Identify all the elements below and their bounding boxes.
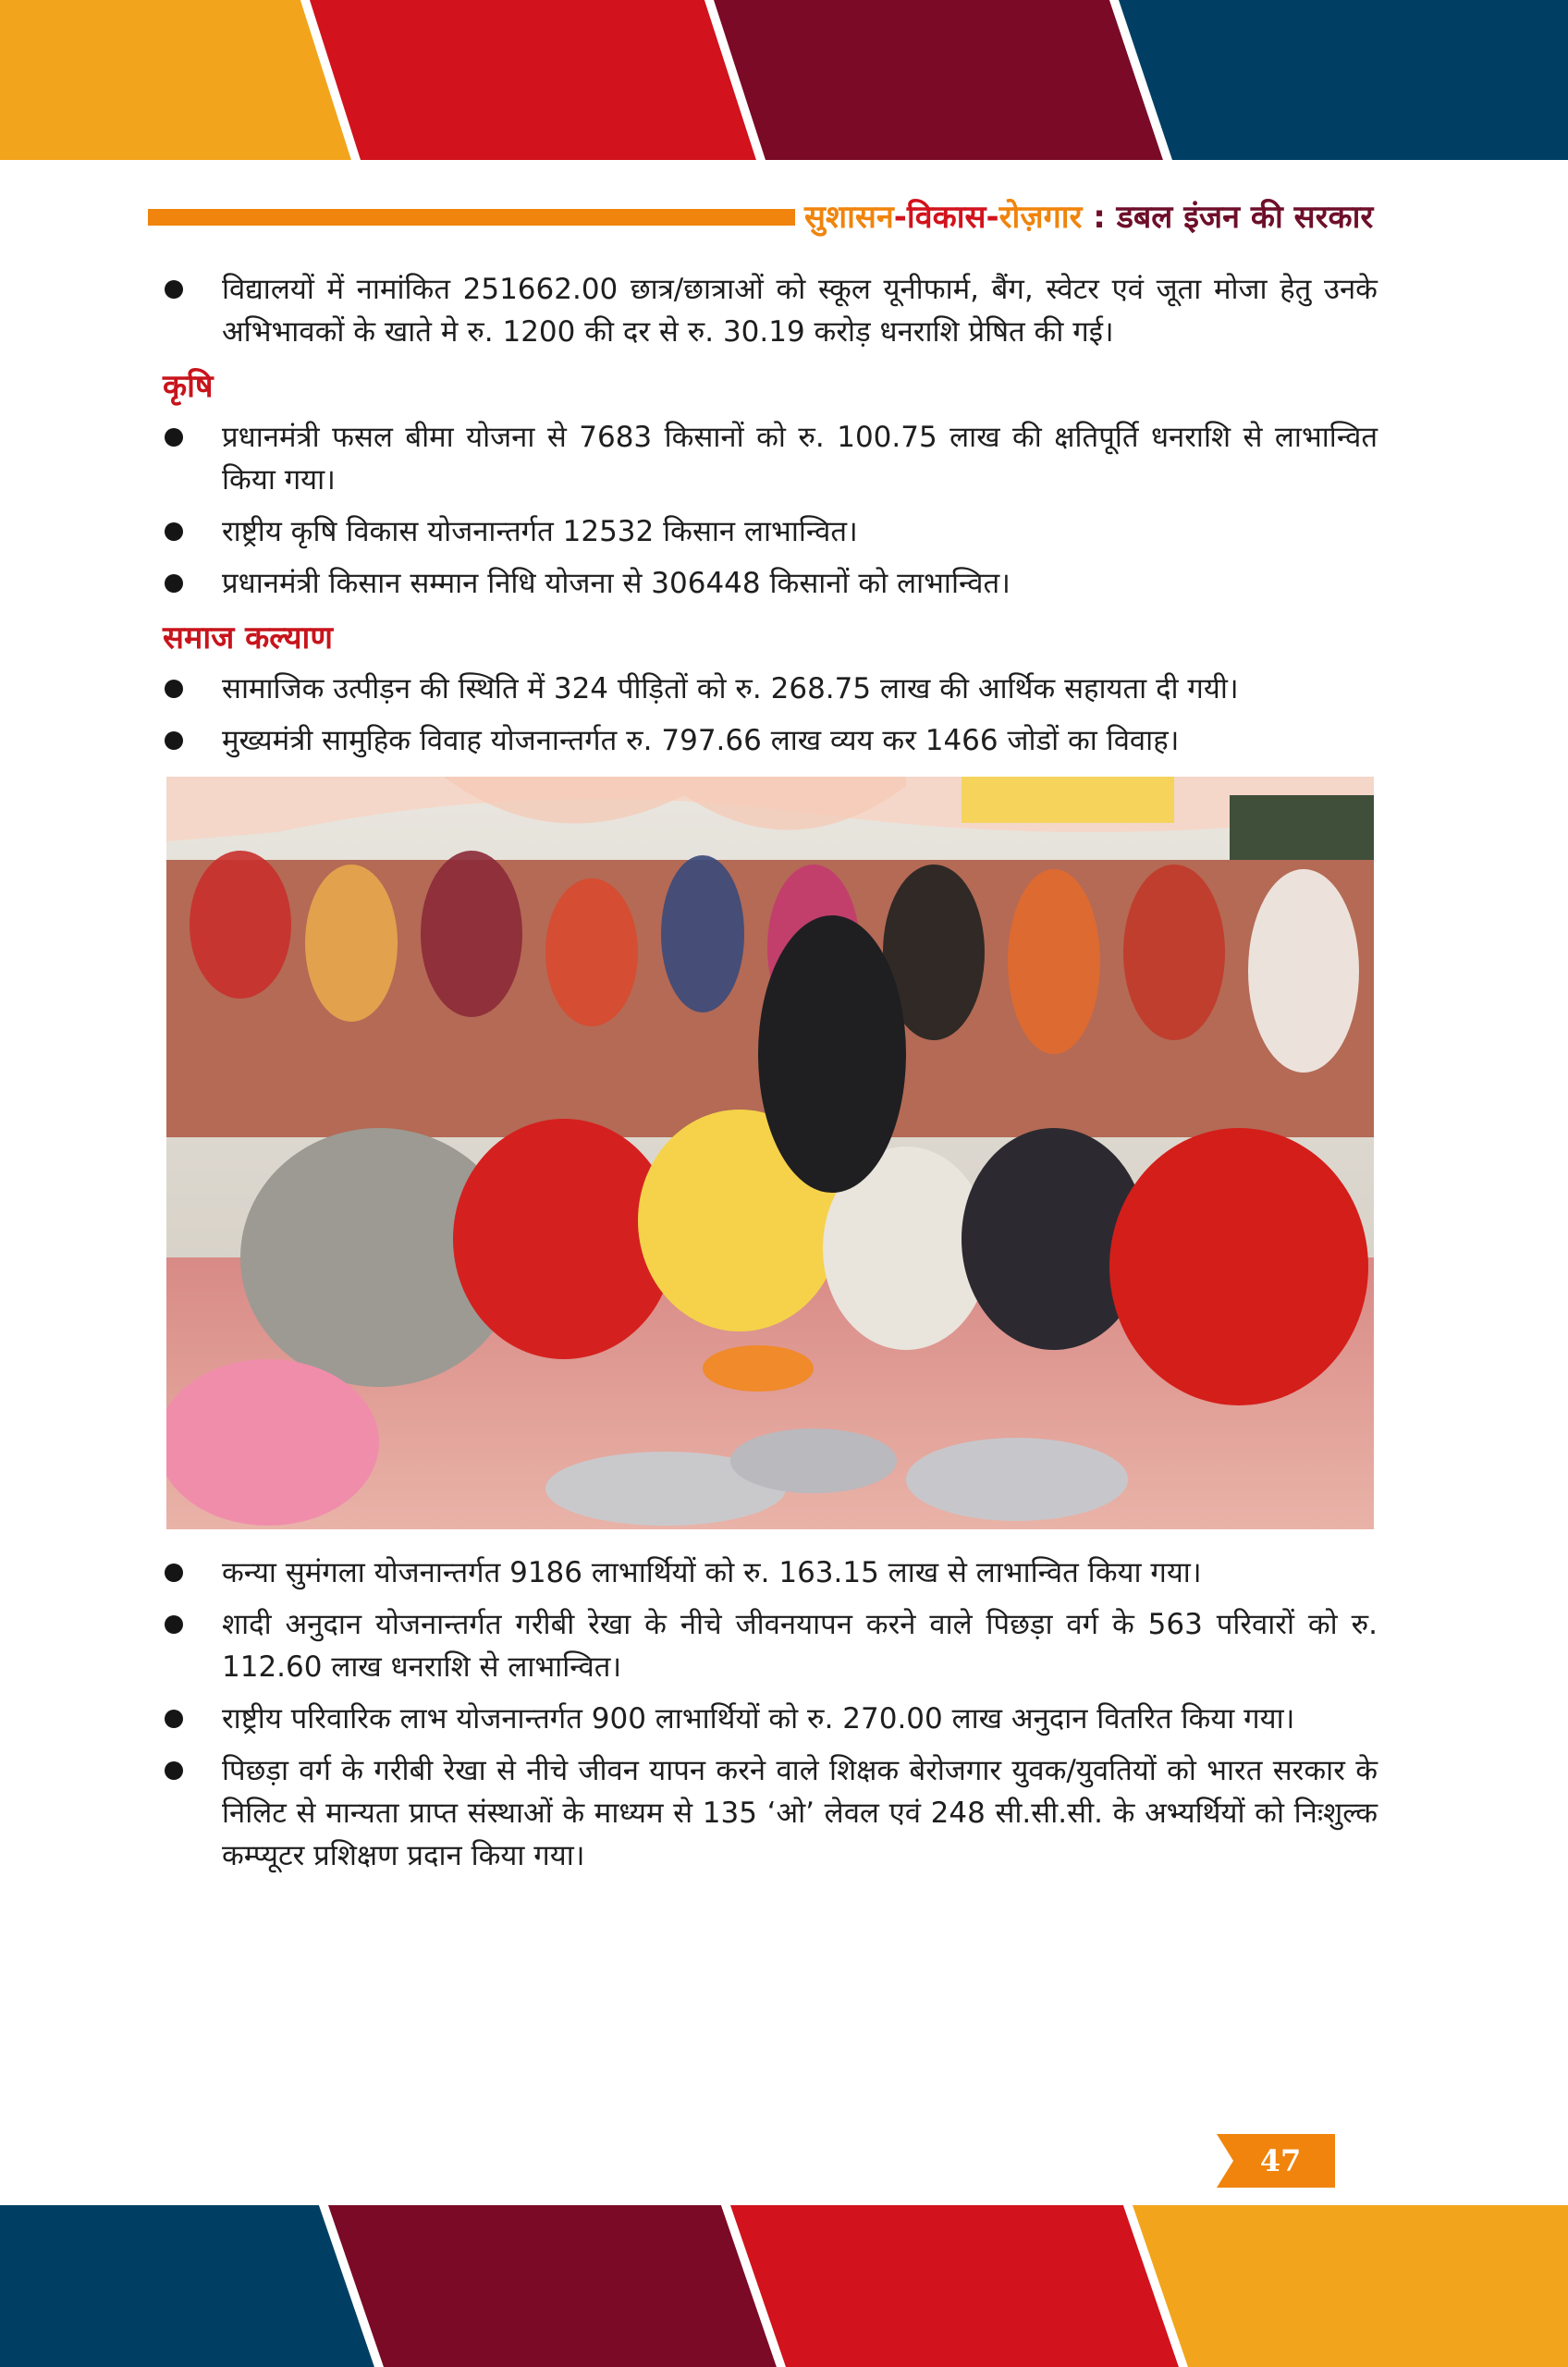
bullet-dot: [165, 680, 183, 698]
bullet-dot: [165, 1615, 183, 1634]
bullet-dot: [165, 1710, 183, 1728]
running-header: [804, 194, 1374, 240]
header-separator: -: [986, 199, 999, 236]
header-word-1: सुशासन: [804, 199, 894, 236]
list-item-text: मुख्यमंत्री सामुहिक विवाह योजनान्तर्गत रु. 797.66 लाख व्यय कर 1466 जोडों का विवाह।: [222, 724, 1180, 757]
bullet-dot: [165, 731, 183, 750]
bullet-dot: [165, 522, 183, 541]
header-rest: : डबल इंजन की सरकार: [1082, 199, 1374, 236]
list-item-text: राष्ट्रीय कृषि विकास योजनान्तर्गत 12532 किसान लाभान्वित।: [222, 515, 858, 548]
list-item: [163, 562, 1378, 605]
bullet-dot: [165, 428, 183, 447]
list-item: [163, 668, 1378, 710]
bullet-dot: [165, 1564, 183, 1582]
list-item-text: पिछड़ा वर्ग के गरीबी रेखा से नीचे जीवन यापन करने वाले शिक्षक बेरोजगार युवक/युवतियों को भारत सरकार के निलिट से मान्यता प्राप्त संस्थाओं के माध्यम से 135 ‘ओ’ लेवल एवं 248 सी.सी.सी. के अभ्यर्थियों को निःशुल्क कम्प्यूटर प्रशिक्षण प्रदान किया गया।: [222, 1754, 1378, 1872]
bullet-dot: [165, 1761, 183, 1780]
list-item-text: शादी अनुदान योजनान्तर्गत गरीबी रेखा के नीचे जीवनयापन करने वाले पिछड़ा वर्ग के 563 परिवारों को रु. 112.60 लाख धनराशि से लाभान्वित।: [222, 1608, 1378, 1684]
list-item-text: विद्यालयों में नामांकित 251662.00 छात्र/छात्राओं को स्कूल यूनीफार्म, बैंग, स्वेटर एवं जूता मोजा हेतु उनके अभिभावकों के खाते मे रु. 1200 की दर से रु. 30.19 करोड़ धनराशि प्रेषित की गई।: [222, 273, 1378, 349]
list-item-text: सामाजिक उत्पीड़न की स्थिति में 324 पीड़ितों को रु. 268.75 लाख की आर्थिक सहायता दी गयी।: [222, 672, 1239, 705]
header-word-3: रोज़गार: [998, 199, 1083, 236]
section-heading-social-welfare: समाज कल्याण: [163, 619, 333, 656]
intro-bullet-list: [163, 268, 1378, 353]
top-color-band: [0, 0, 1568, 160]
bullet-dot: [165, 280, 183, 299]
list-item-text: प्रधानमंत्री फसल बीमा योजना से 7683 किसानों को रु. 100.75 लाख की क्षतिपूर्ति धनराशि से लाभान्वित किया गया।: [222, 421, 1378, 497]
list-item: [163, 268, 1378, 353]
list-item: [163, 1603, 1378, 1688]
social-welfare-bullet-list: [163, 668, 1378, 762]
agriculture-bullet-list: [163, 416, 1378, 605]
list-item: [163, 510, 1378, 553]
after-photo-bullet-list: [163, 1551, 1378, 1877]
page-number: 47: [1259, 2143, 1302, 2178]
mass-wedding-photo: [166, 777, 1374, 1529]
header-word-2: विकास: [906, 199, 986, 236]
list-item: [163, 1698, 1378, 1740]
header-rule: [148, 209, 795, 226]
bullet-dot: [165, 574, 183, 593]
section-heading-agriculture: कृषि: [163, 368, 214, 405]
list-item: [163, 416, 1378, 501]
list-item-text: राष्ट्रीय परिवारिक लाभ योजनान्तर्गत 900 लाभार्थियों को रु. 270.00 लाख अनुदान वितरित किया गया।: [222, 1702, 1295, 1735]
page-content: [163, 268, 1378, 1886]
header-separator: -: [893, 199, 907, 236]
list-item: [163, 1749, 1378, 1877]
list-item-text: कन्या सुमंगला योजनान्तर्गत 9186 लाभार्थियों को रु. 163.15 लाख से लाभान्वित किया गया।: [222, 1556, 1202, 1589]
list-item-text: प्रधानमंत्री किसान सम्मान निधि योजना से 306448 किसानों को लाभान्वित।: [222, 567, 1011, 600]
bottom-color-band: [0, 2205, 1568, 2367]
list-item: [163, 1551, 1378, 1594]
list-item: [163, 719, 1378, 762]
